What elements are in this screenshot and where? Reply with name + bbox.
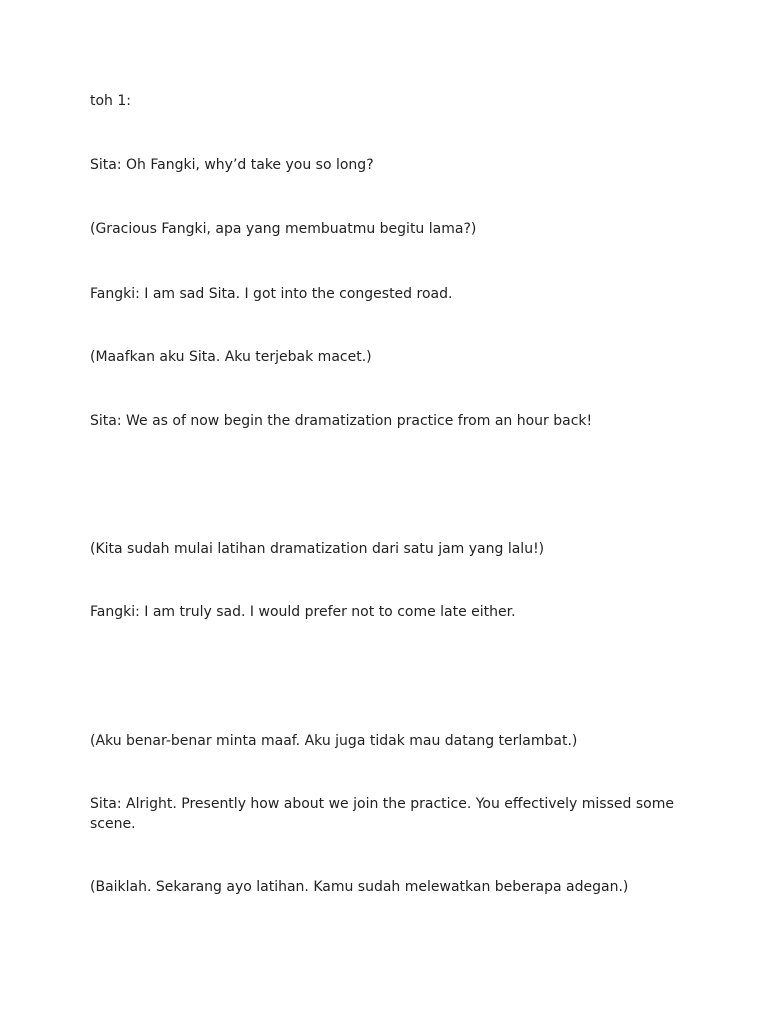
- translation-line: (Baiklah. Sekarang ayo latihan. Kamu sudah melewatkan beberapa adegan.): [90, 879, 629, 895]
- translation-line: (Aku benar-benar minta maaf. Aku juga tidak mau datang terlambat.): [90, 733, 578, 749]
- translation-line: (Kita sudah mulai latihan dramatization dari satu jam yang lalu!): [90, 541, 545, 557]
- translation-line: (Maafkan aku Sita. Aku terjebak macet.): [90, 349, 372, 365]
- dialogue-line: Fangki: I am sad Sita. I got into the congested road.: [90, 286, 453, 302]
- dialogue-line: Sita: Oh Fangki, why’d take you so long?: [90, 157, 374, 173]
- translation-line: (Gracious Fangki, apa yang membuatmu begitu lama?): [90, 221, 477, 237]
- dialogue-line: Sita: Alright. Presently how about we join the practice. You effectively missed some scene.: [90, 796, 674, 832]
- example-heading: toh 1:: [90, 93, 132, 109]
- dialogue-line: Fangki: I am truly sad. I would prefer not to come late either.: [90, 604, 516, 620]
- dialogue-line: Sita: We as of now begin the dramatization practice from an hour back!: [90, 413, 593, 429]
